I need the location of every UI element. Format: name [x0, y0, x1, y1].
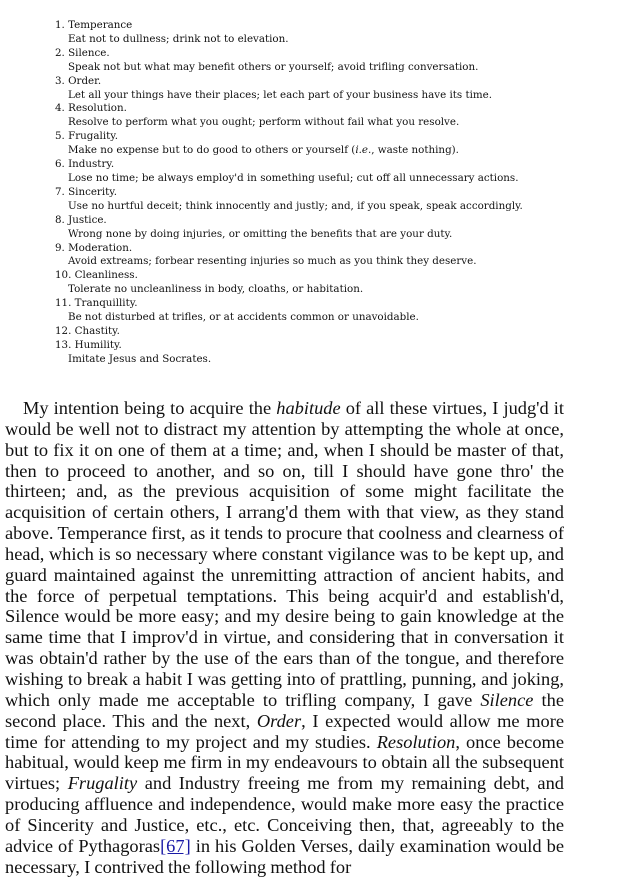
virtue-item: [55, 186, 615, 214]
virtue-name: 9. Moderation.: [55, 241, 133, 254]
virtue-name: 10. Cleanliness.: [55, 269, 138, 282]
virtue-name: 13. Humility.: [55, 338, 122, 351]
virtue-precept: Eat not to dullness; drink not to elevation.: [68, 32, 289, 45]
virtue-name: 5. Frugality.: [55, 130, 118, 143]
virtue-item: [55, 102, 615, 130]
virtue-precept: Resolve to perform what you ought; perform without fail what you resolve.: [68, 116, 460, 129]
virtue-name: 11. Tranquillity.: [55, 297, 138, 310]
virtue-precept: Let all your things have their places; let each part of your business have its time.: [68, 88, 493, 101]
virtue-precept: Use no hurtful deceit; think innocently and justly; and, if you speak, speak accordingly.: [68, 199, 523, 212]
virtue-item: [55, 130, 615, 158]
virtue-precept: Tolerate no uncleanliness in body, cloaths, or habitation.: [68, 283, 364, 296]
virtue-item: [55, 242, 615, 270]
virtue-name: 8. Justice.: [55, 213, 107, 226]
paragraph-text: in his Golden Verses, daily examination would be necessary, I contrived the following method for: [5, 835, 564, 877]
paragraph-italic: Resolution: [376, 731, 456, 752]
footnote-link-67[interactable]: [67]: [160, 835, 191, 856]
precept-text: , waste nothing).: [371, 144, 459, 157]
virtue-name: 4. Resolution.: [55, 102, 127, 115]
virtue-name: 1. Temperance: [55, 19, 133, 31]
paragraph-italic: Frugality: [67, 773, 138, 794]
virtue-name: 12. Chastity.: [55, 324, 120, 337]
paragraph-text: My intention being to acquire the: [23, 398, 277, 418]
virtue-precept: Speak not but what may benefit others or yourself; avoid trifling conversation.: [68, 60, 479, 73]
virtue-precept: Be not disturbed at trifles, or at accidents common or unavoidable.: [68, 311, 419, 324]
virtue-name: 7. Sincerity.: [55, 185, 118, 198]
virtue-name: 6. Industry.: [55, 158, 115, 171]
virtue-item: [55, 325, 615, 339]
paragraph-text: , I expected would allow me more time for attending to my project and my studies.: [5, 710, 564, 752]
paragraph-text: , once become habitual, would keep me firm in my endeavours to obtain all the subsequent virtues;: [5, 731, 564, 794]
precept-italic: i.e.: [355, 144, 372, 157]
virtues-list: [55, 19, 615, 367]
paragraph-italic: Silence: [480, 689, 534, 710]
virtue-precept: [55, 144, 615, 158]
virtue-item: [55, 339, 615, 367]
paragraph-text: of all these virtues, I judg'd it would be well not to distract my attention by attempting the whole at once, but to fix it on one of them at a time; and, when I should be master of that, then to proceed to another, and so on, till I should have gone thro' the thirteen; and, as the previous acquisition of some might facilitate the acquisition of certain others, I arrang'd them with that view, as they stand above. Temperance first, as it tends to procure that coolness and clearness of head, which is so necessary where constant vigilance was to be kept up, and guard maintained against the unremitting attraction of ancient habits, and the force of perpetual temptations. This being acquir'd and establish'd, Silence would be more easy; and my desire being to gain knowledge at the same time that I improv'd in virtue, and considering that in conversation it was obtain'd rather by the use of the ears than of the tongue, and therefore wishing to break a habit I was getting into of prattling, punning, and joking, which only made me acceptable to trifling company, I gave: [5, 398, 564, 710]
virtue-item: [55, 269, 615, 297]
virtue-precept: Imitate Jesus and Socrates.: [68, 352, 212, 365]
virtue-item: [55, 19, 615, 47]
precept-text: Make no expense but to do good to others or yourself (: [68, 144, 356, 157]
virtue-name: 2. Silence.: [55, 46, 110, 59]
paragraph-text: and Industry freeing me from my remaining debt, and producing affluence and independence, would make more easy the practice of Sincerity and Justice, etc., etc. Conceiving then, that, agreeably to the advice of Pythagoras: [5, 773, 564, 856]
virtue-item: [55, 214, 615, 242]
virtue-precept: Wrong none by doing injuries, or omitting the benefits that are your duty.: [68, 227, 453, 240]
paragraph-italic: habitude: [276, 398, 341, 418]
virtue-item: [55, 75, 615, 103]
paragraph-text: the second place. This and the next,: [5, 689, 564, 731]
virtue-item: [55, 158, 615, 186]
body-paragraph: [5, 398, 564, 877]
virtue-precept: Lose no time; be always employ'd in something useful; cut off all unnecessary actions.: [68, 171, 519, 184]
paragraph-italic: Order: [256, 710, 302, 731]
virtue-item: [55, 47, 615, 75]
virtue-precept: Avoid extreams; forbear resenting injuries so much as you think they deserve.: [68, 255, 477, 268]
virtue-item: [55, 297, 615, 325]
virtue-name: 3. Order.: [55, 74, 102, 87]
